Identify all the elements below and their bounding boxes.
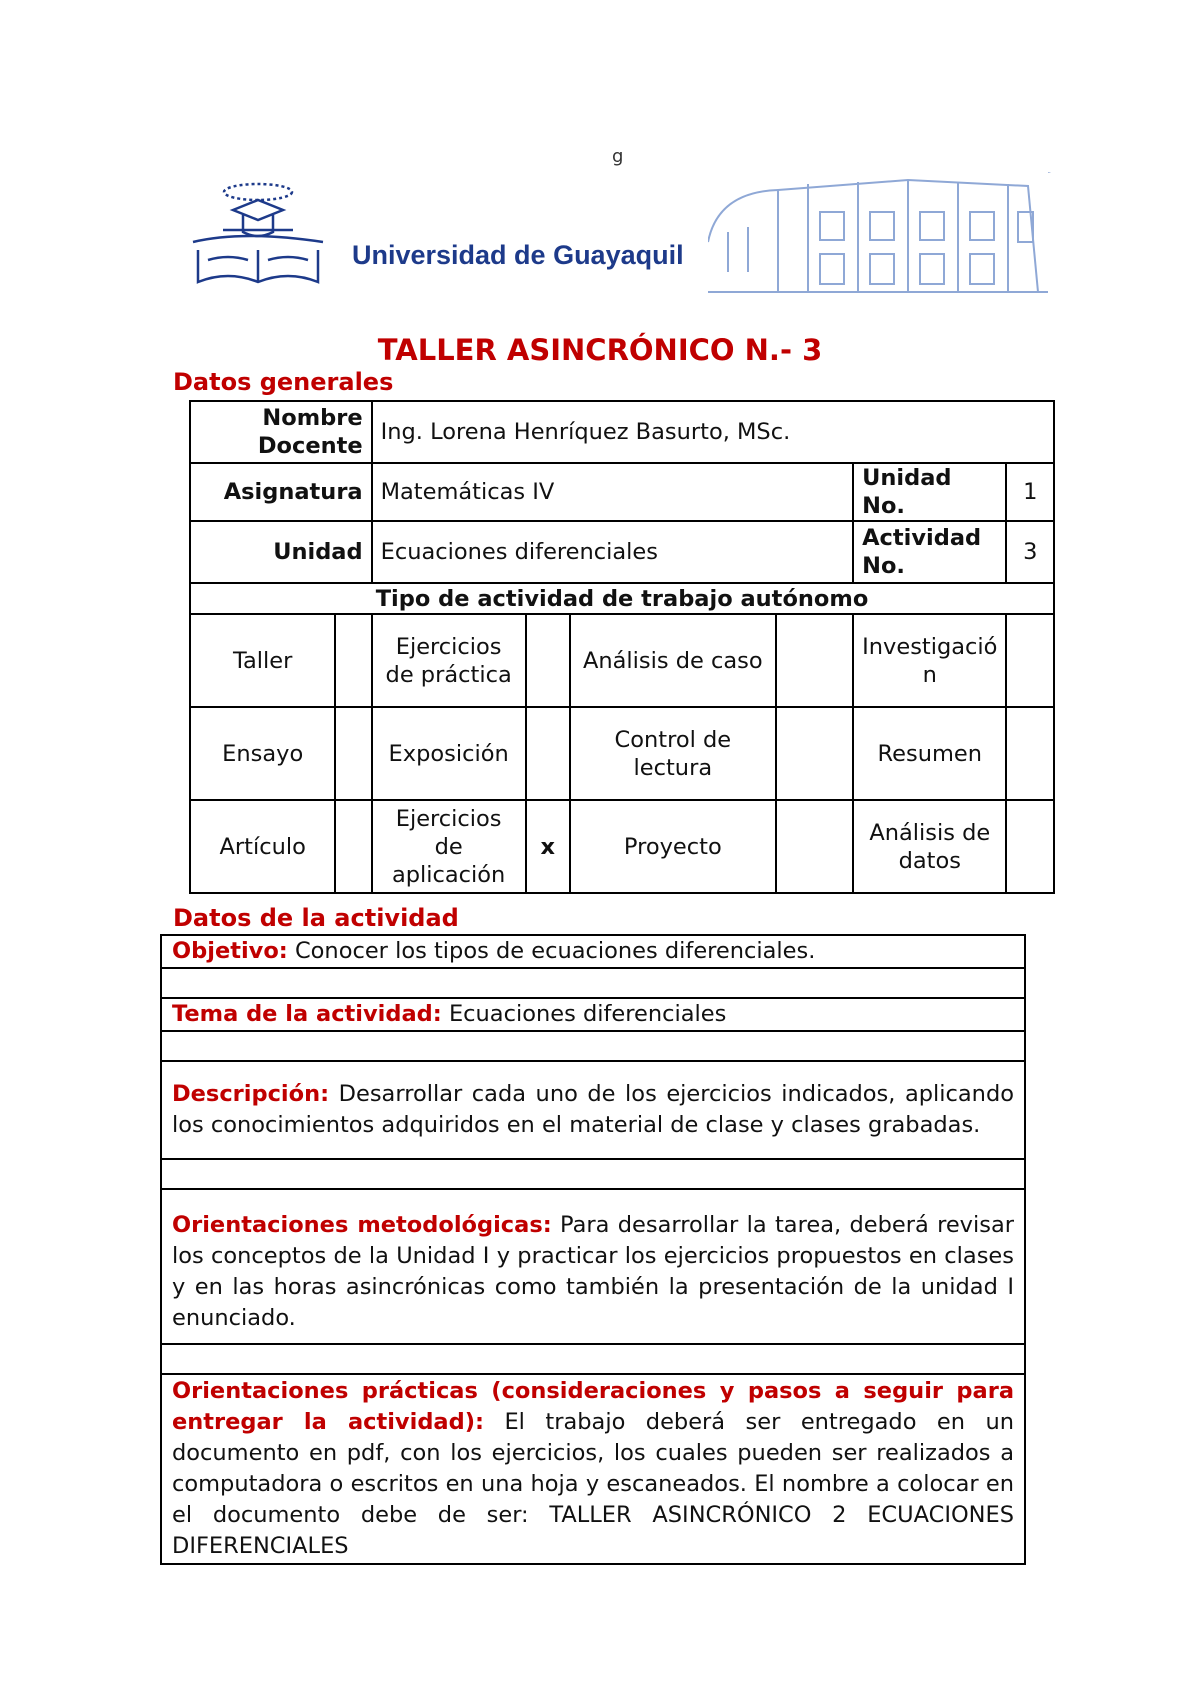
tipo-option-mark: x bbox=[526, 800, 570, 893]
tipo-option-mark bbox=[526, 707, 570, 800]
practicas-row bbox=[161, 1374, 1025, 1564]
document-title: TALLER ASINCRÓNICO N.- 3 bbox=[377, 333, 823, 367]
tipo-option-mark bbox=[335, 707, 371, 800]
tipo-option-mark bbox=[776, 707, 853, 800]
unidad-no-label: Unidad No. bbox=[853, 463, 1006, 521]
spacer-row bbox=[161, 968, 1025, 998]
datos-generales-heading: Datos generales bbox=[173, 368, 394, 396]
tema-label: Tema de la actividad: bbox=[172, 1001, 442, 1027]
docente-row bbox=[190, 401, 1054, 463]
tipo-option-label: Investigació n bbox=[853, 614, 1006, 707]
tipo-option-label: Proyecto bbox=[570, 800, 776, 893]
tema-text: Ecuaciones diferenciales bbox=[448, 1001, 727, 1027]
tipo-option-label: Exposición bbox=[372, 707, 526, 800]
tipo-option-label: Artículo bbox=[190, 800, 335, 893]
unidad-row bbox=[190, 521, 1054, 583]
tipo-actividad-heading: Tipo de actividad de trabajo autónomo bbox=[190, 583, 1054, 614]
asignatura-label: Asignatura bbox=[190, 463, 372, 521]
tipo-row-2 bbox=[190, 707, 1054, 800]
unidad-value: Ecuaciones diferenciales bbox=[372, 521, 854, 583]
descripcion-row bbox=[161, 1061, 1025, 1159]
spacer-row bbox=[161, 1159, 1025, 1189]
tipo-option-label: Análisis de caso bbox=[570, 614, 776, 707]
descripcion-text: Desarrollar cada uno de los ejercicios indicados, aplicando los conocimientos adquiridos en el material de clase y clases grabadas. bbox=[172, 1081, 1014, 1138]
actividad-no-value: 3 bbox=[1006, 521, 1054, 583]
tipo-option-label: Resumen bbox=[853, 707, 1006, 800]
university-name: Universidad de Guayaquil bbox=[352, 240, 684, 270]
tipo-option-mark bbox=[335, 800, 371, 893]
tipo-option-label: Ejercicios de aplicación bbox=[372, 800, 526, 893]
building-illustration bbox=[708, 172, 1068, 304]
tipo-option-label: Análisis de datos bbox=[853, 800, 1006, 893]
asignatura-value: Matemáticas IV bbox=[372, 463, 854, 521]
tipo-option-mark bbox=[1006, 800, 1054, 893]
header-mark: g bbox=[612, 146, 624, 167]
descripcion-label: Descripción: bbox=[172, 1081, 330, 1107]
objetivo-row bbox=[161, 935, 1025, 968]
tipo-option-label: Ensayo bbox=[190, 707, 335, 800]
tipo-actividad-heading-row bbox=[190, 583, 1054, 614]
tipo-option-mark bbox=[776, 614, 853, 707]
practicas-text: El trabajo deberá ser entregado en un documento en pdf, con los ejercicios, los cuales pueden ser realizados a computadora o escritos en una hoja y escaneados. El nombre a colocar en el documento debe de ser: TALLER ASINCRÓNICO 2 ECUACIONES DIFERENCIALES bbox=[172, 1409, 1014, 1559]
objetivo-text: Conocer los tipos de ecuaciones diferenciales. bbox=[294, 938, 816, 964]
datos-actividad-heading: Datos de la actividad bbox=[173, 904, 459, 932]
docente-label: Nombre Docente bbox=[190, 401, 372, 463]
tipo-option-label: Taller bbox=[190, 614, 335, 707]
unidad-label: Unidad bbox=[190, 521, 372, 583]
spacer-row bbox=[161, 1344, 1025, 1374]
spacer-row bbox=[161, 1031, 1025, 1061]
tipo-option-mark bbox=[776, 800, 853, 893]
tema-row bbox=[161, 998, 1025, 1031]
tipo-option-label: Ejercicios de práctica bbox=[372, 614, 526, 707]
unidad-no-value: 1 bbox=[1006, 463, 1054, 521]
actividad-no-label: Actividad No. bbox=[853, 521, 1006, 583]
tipo-row-3 bbox=[190, 800, 1054, 893]
tipo-option-label: Control de lectura bbox=[570, 707, 776, 800]
datos-generales-table bbox=[189, 400, 1055, 894]
tipo-row-1 bbox=[190, 614, 1054, 707]
datos-actividad-table bbox=[160, 934, 1026, 1565]
metodologicas-text: Para desarrollar la tarea, deberá revisar los conceptos de la Unidad I y practicar los ejercicios propuestos en clases y en las horas asincrónicas como también la presentación de la unidad I enunciado. bbox=[172, 1211, 1014, 1331]
metodologicas-row bbox=[161, 1189, 1025, 1344]
metodologicas-label: Orientaciones metodológicas: bbox=[172, 1211, 552, 1238]
tipo-option-mark bbox=[526, 614, 570, 707]
university-crest-logo bbox=[183, 170, 333, 300]
tipo-option-mark bbox=[1006, 614, 1054, 707]
docente-value: Ing. Lorena Henríquez Basurto, MSc. bbox=[372, 401, 1054, 463]
objetivo-label: Objetivo: bbox=[172, 938, 288, 964]
asignatura-row bbox=[190, 463, 1054, 521]
tipo-option-mark bbox=[335, 614, 371, 707]
tipo-option-mark bbox=[1006, 707, 1054, 800]
practicas-label: Orientaciones prácticas (consideraciones y pasos a seguir para entregar la actividad): bbox=[172, 1378, 1014, 1435]
